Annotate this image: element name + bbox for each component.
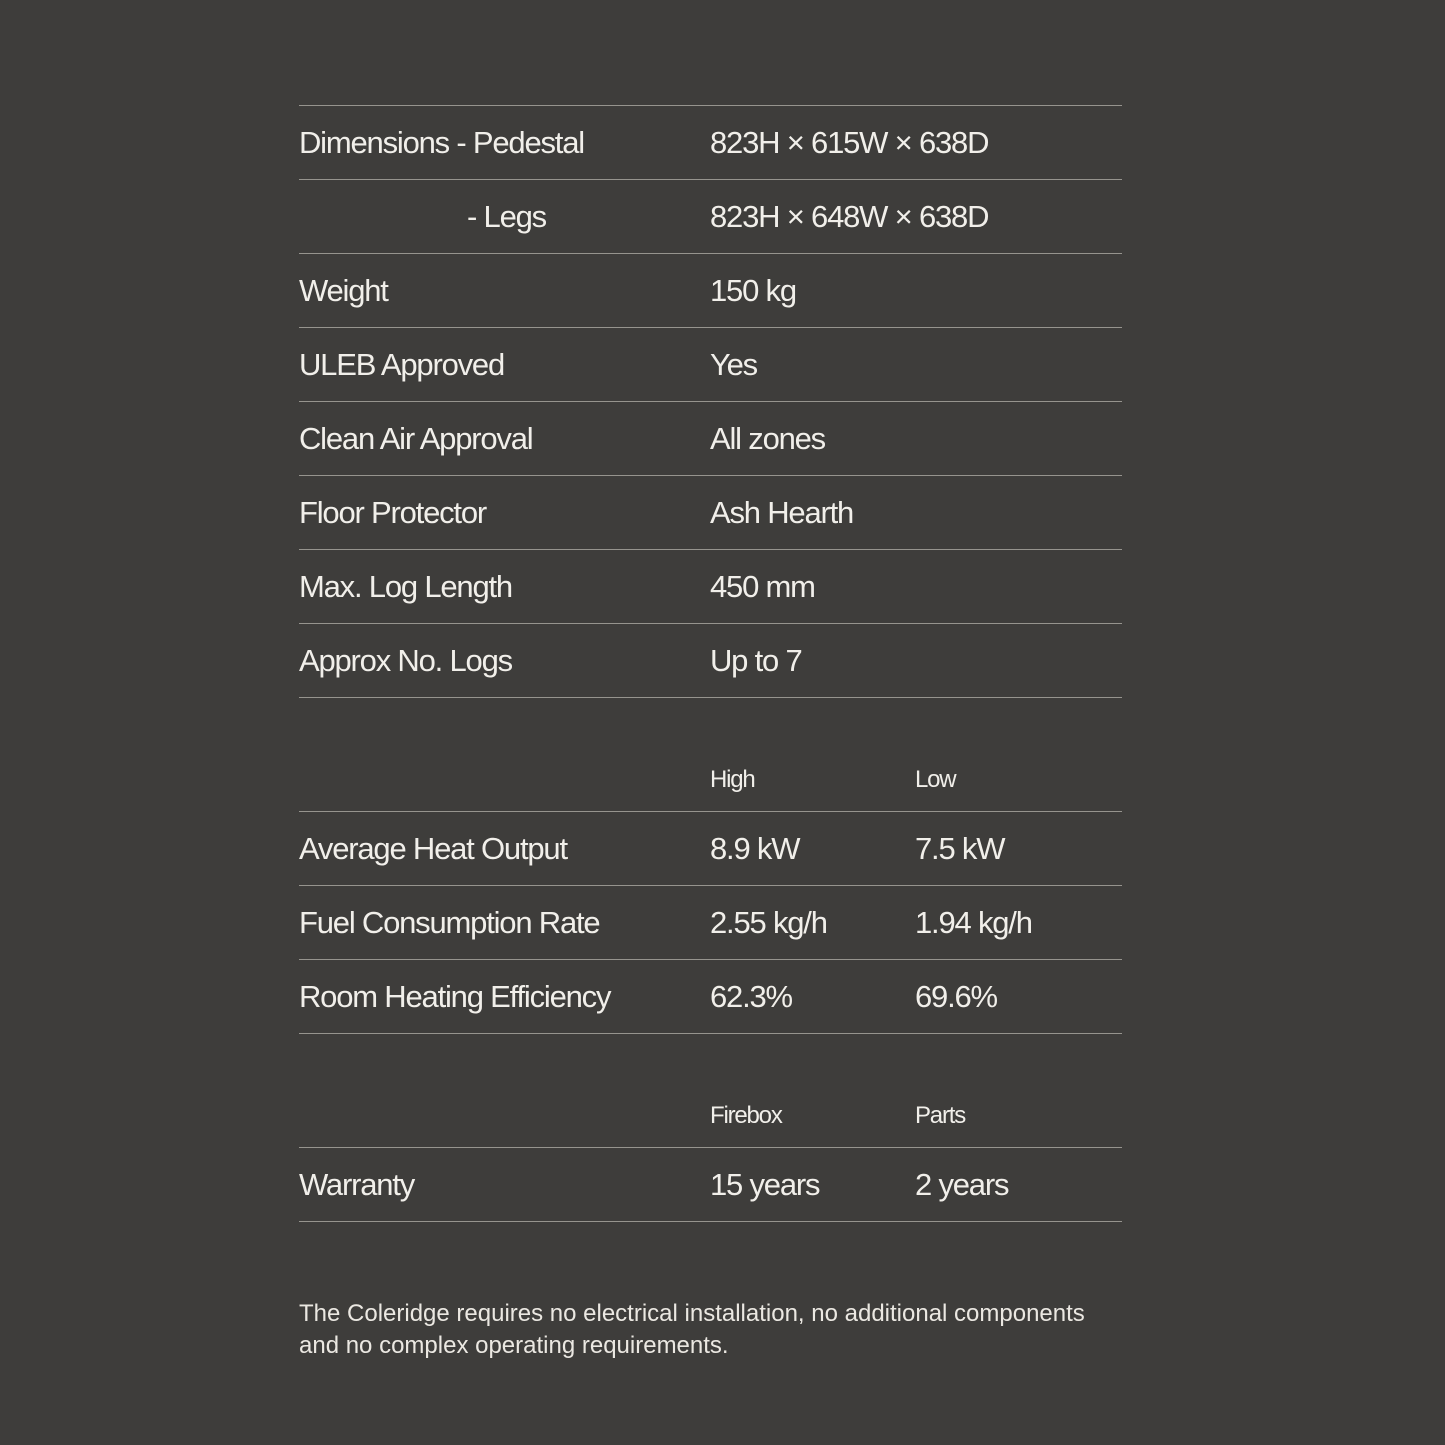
spec-label: - Legs [467,199,546,234]
performance-table [299,698,1122,1034]
spec-label: Weight [299,273,388,308]
performance-value-low: 1.94 kg/h [915,905,1032,940]
performance-row-fuel-consumption [299,886,1122,960]
spec-row-approx-no-logs [299,624,1122,698]
spec-value: 150 kg [710,273,796,308]
warranty-header-row [299,1034,1122,1148]
performance-row-heat-output [299,812,1122,886]
spec-label: Clean Air Approval [299,421,533,456]
performance-label: Fuel Consumption Rate [299,905,600,940]
installation-footnote: The Coleridge requires no electrical installation, no additional components and no complex operating requirements. [299,1300,1085,1359]
spec-value: 823H × 648W × 638D [710,199,989,234]
spec-value: All zones [710,421,825,456]
column-header-parts: Parts [915,1102,966,1129]
column-header-high: High [710,766,755,793]
spec-row-dimensions-pedestal [299,106,1122,180]
spec-row-weight [299,254,1122,328]
spec-label: Max. Log Length [299,569,512,604]
column-header-low: Low [915,766,956,793]
spec-row-clean-air-approval [299,402,1122,476]
performance-row-heating-efficiency [299,960,1122,1034]
spec-row-max-log-length [299,550,1122,624]
warranty-value-firebox: 15 years [710,1167,820,1202]
spec-value: Up to 7 [710,643,802,678]
performance-value-high: 62.3% [710,979,792,1014]
spec-label: Approx No. Logs [299,643,512,678]
spec-value: Yes [710,347,757,382]
warranty-table [299,1034,1122,1222]
performance-value-high: 8.9 kW [710,831,800,866]
spec-label: ULEB Approved [299,347,504,382]
warranty-value-parts: 2 years [915,1167,1009,1202]
spec-row-floor-protector [299,476,1122,550]
performance-label: Room Heating Efficiency [299,979,611,1014]
warranty-row [299,1148,1122,1222]
performance-value-low: 7.5 kW [915,831,1005,866]
spec-value: Ash Hearth [710,495,854,530]
spec-sheet [299,105,1122,1222]
performance-label: Average Heat Output [299,831,567,866]
performance-value-high: 2.55 kg/h [710,905,827,940]
spec-value: 450 mm [710,569,815,604]
spec-row-uleb-approved [299,328,1122,402]
spec-label: Dimensions - Pedestal [299,125,584,160]
performance-value-low: 69.6% [915,979,997,1014]
spec-row-dimensions-legs [299,180,1122,254]
spec-value: 823H × 615W × 638D [710,125,989,160]
column-header-firebox: Firebox [710,1102,782,1129]
spec-label: Floor Protector [299,495,487,530]
warranty-label: Warranty [299,1167,414,1202]
general-specs-table [299,106,1122,698]
performance-header-row [299,698,1122,812]
